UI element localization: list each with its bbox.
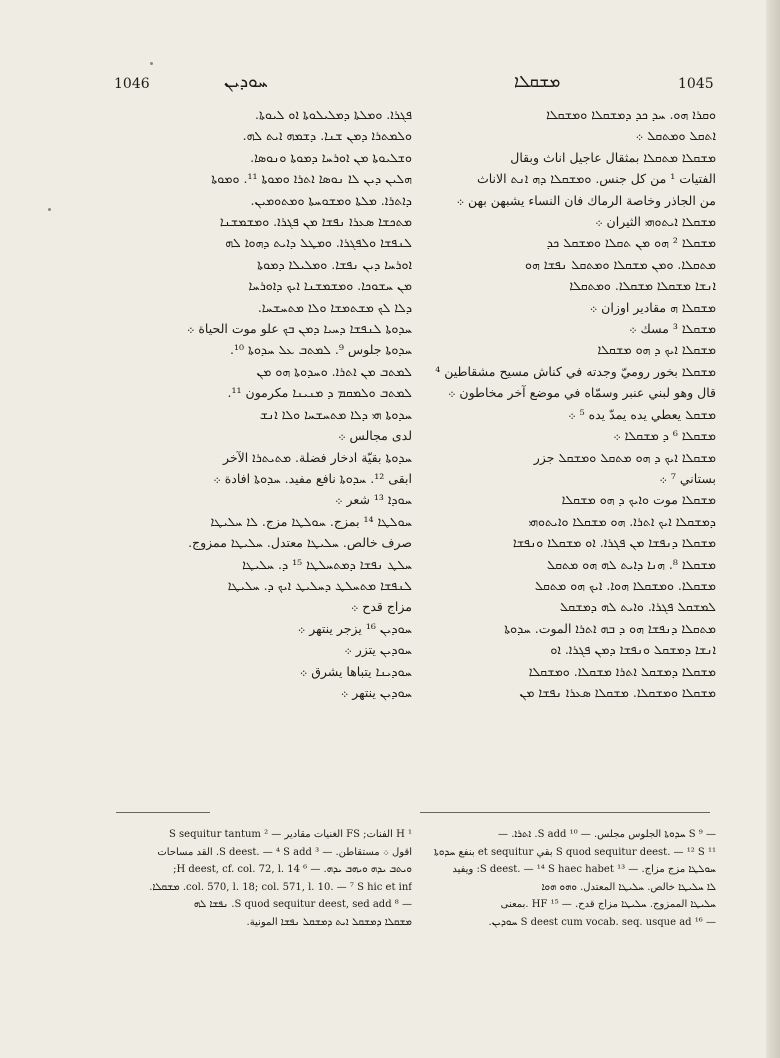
footnote-line: ¹ H الفنات; FS الغنيات مقادير — ² S sequitur tantum (168, 829, 412, 840)
text-line: ܡܫܩܠܐ ⁶ ܕ ܡܫܩܠܐ ܀ (613, 428, 716, 444)
text-line: الفتيات ¹ من كل جنس. ܘܡܫܩܠܐ ܕܗ ܐܢܬ الاناث (476, 171, 716, 187)
left-footnotes (112, 826, 412, 931)
text-line: ܚܘܕܐ ¹³ شعر ܀ (335, 492, 412, 508)
text-line: ܡܫܩܠܐ ܐܝܟ ܕ ܗܘ ܡܬܩܠ ܘܡܫܩܠ جزر (533, 449, 716, 465)
text-line: ܕܡܫܩܠܐ ܐܝܟ ܐܬܪܐ. ܗܘ ܡܫܩܠܐ ܘܐܝܬܘܗܝ (528, 513, 716, 529)
ink-speck (48, 208, 51, 211)
footnote-line: ¹¹ S quod sequitur deest. — ¹² S بقي et sequitur بنفع ܚܕܘܬܐ (434, 846, 716, 858)
text-line: ܡܫܩܠܐ ܗ مقادير اوزان ܀ (589, 299, 716, 315)
right-text-column (416, 104, 716, 804)
left-footnote-rule (116, 812, 210, 813)
text-line: ܡܫܩܠܐ ܘܡܫܩܠܐ. ܡܫܩܠܐ ܣܥܪܐ ܢܦܫܐ ܡܢ (519, 684, 716, 700)
footnote-line: — ¹⁶ S deest cum vocab. seq. usque ad ܚܘܕܝܢ. (488, 916, 716, 928)
right-footnotes (416, 826, 716, 931)
text-line: ܘܩܪܐ ܗܘ. ܚܕ ܟܕ ܕܡܫܩܠܐ ܘܡܫܩܠܐ (546, 107, 716, 122)
text-line: ܡܫܩܠܐ ܕܡܫܩܠ ܐܬܪܐ ܡܫܩܠܐ. ܘܡܫܩܠܐ (528, 663, 716, 679)
text-line: قال وهو لبني عنبر وسمّاه في موضع آخر مخاطون ܀ (447, 385, 716, 401)
footnote-line: — ⁹ S ܚܕܘܬܐ الجلوس مجلس. — ¹⁰ S add. ܐܬܪܐ. — (498, 829, 716, 840)
text-line: ܕܠܐ ܠܟ ܡܫܬܡܫܐ ܘܠܐ ܡܬܚܫܚܐ. (257, 299, 412, 315)
footnote-line: ܘܝܬܒ ܝܕܗ ܘܝܗܒ ܝܕܗ. — ⁶ H deest, cf. col. 72, l. 14; (173, 864, 412, 875)
text-line: ܡܫܩܠܐ ܐܝܬܘܗܝ الثيران ܀ (595, 214, 716, 230)
text-line: ܡܫܩܠܐ ܕܢܦܫܐ ܡܢ ܦܓܪܐ. ܐܘ ܡܫܩܠܐ ܘܢܦܫܐ (512, 535, 716, 551)
text-line: ܐܬܩܠ ܘܡܬܩܠ ܀ (635, 128, 716, 144)
footnote-line: اقول ܀ مستقاطن. — ³ S deest. — ⁴ S add. القد مساحات (157, 846, 412, 858)
right-footnote-rule (420, 812, 710, 813)
footnote-line: col. 570, l. 18; col. 571, l. 10. — ⁷ S hic et inf. ܡܫܩܠܐ. (149, 881, 412, 893)
footnote-line: ܡܫܩܠܐ ܕܡܫܩܠ ܐܝܬ ܕܡܫܩܠ ܢܦܫܐ المونية. (246, 916, 412, 928)
text-line: ܕܐܬܪܐ. ܡܠܬܐ ܘܡܫܘܚܬܐ ܘܡܬܘܡܝܢ. (250, 192, 412, 208)
text-line: صرف خالص. ܚܠܝܛܐ معتدل. ܚܠܝܛܐ ممزوج. (188, 535, 412, 551)
text-line: ܦܓܪܐ. ܘܡܠܬܐ ܕܡܠܝܠܘܬܐ ܐܘ ܠܝܘܬܐ. (255, 107, 412, 122)
text-line: ܡܢ ܚܫܘܟܐ. ܘܡܫܡܫܢܐ ܐܝܟ ܕܐܘܪܚܐ (248, 278, 412, 294)
footnote-line: ܚܠܝܛܐ الممزوج. ܚܠܝܛܐ مزاج قدح. — ¹⁵ HF .بمعنى (500, 899, 716, 910)
text-line: ܚܕܘܬܐ ܠܢܦܫܐ ܕܚܝܐ ܕܡܢ ܒܟ علو موت الحياة ܀ (186, 321, 412, 337)
text-line: ܠܡܬܒ ܡܢ ܐܬܪܐ. ܘܚܕܘܬܐ ܗܘ ܡܢ (256, 363, 412, 379)
text-line: ܘܠܡܬܪܐ ܕܡܢ ܫܢܐ. ܕܫܡܗ ܐܝܬ ܠܗ. (242, 128, 412, 144)
text-line: ܚܘܕܝܢܐ يتباها يشرق ܀ (299, 663, 412, 679)
text-line: ܚܠܛ ܢܦܫܐ ܕܡܬܚܠܛܐ ¹⁵ ܕ. ܚܠܝܛܐ (242, 556, 412, 572)
text-line: ܡܫܩܠ يعطي يده يمدّ يده ⁵ ܀ (568, 406, 716, 422)
ink-speck (150, 62, 153, 65)
text-line: ܐܢܫܐ ܡܫܩܠܐ ܡܫܩܠܐ. ܘܡܬܩܠܐ (569, 278, 716, 294)
footnote-line: ܠܐ ܚܠܝܛܐ خالص. ܚܠܝܛܐ المعتدل. ܘܗܘ ܗܘܐ (541, 881, 716, 893)
text-line: ܡܬܩܠܐ ܕܢܦܫܐ ܗܘ ܕ ܒܗ ܐܬܪܐ الموت. ܚܕܘܬܐ (504, 620, 716, 636)
text-line: ܚܕܘܬܐ ܗܝ ܕܠܐ ܡܬܚܫܚܐ ܘܠܐ ܐܢܫ (259, 406, 412, 422)
footnote-line: — ⁸ S quod sequitur deest, sed add. ܢܦܫܐ ܠܗ (193, 899, 412, 910)
text-line: ܡܫܩܠܐ ³ مسك ܀ (629, 321, 716, 337)
text-line: ܗܠܝܢ ܕܝܢ ܠܐ ܢܘܣܐ ܐܬܪܐ ܘܡܘܬܐ ¹¹. ܘܡܘܬܐ (211, 171, 412, 187)
text-line: ܚܘܕܝܢ ¹⁶ يزجر ينتهر ܀ (297, 620, 412, 636)
page-edge (766, 0, 780, 1058)
text-line: ܡܫܩܠܐ ² ܗܘ ܡܢ ܬܩܠܐ ܘܡܫܩܠ ܟܕ (546, 235, 716, 251)
text-line: ܡܫܩܠܐ بخور روميّ وجدته في كناش مسيح مشقاطين ⁴ (435, 363, 716, 379)
text-line: مزاج قدح ܀ (350, 599, 412, 615)
right-page-number: 1045 (678, 76, 714, 92)
text-line: ابقى ¹². ܚܕܘܬܐ نافع مفيد. ܚܕܘܬܐ افادة ܀ (213, 470, 412, 486)
text-line: ܡܫܩܠܐ ܐܝܟ ܕ ܗܘ ܡܫܩܠܐ (597, 342, 716, 358)
text-line: ܡܬܟܫܐ ܣܥܪܐ ܢܦܫܐ ܡܢ ܦܓܪܐ. ܘܡܫܡܫܢܐ (219, 214, 412, 230)
text-line: لدى مجالس ܀ (338, 428, 412, 444)
text-line: ܚܘܕܝܢ يتزر ܀ (344, 642, 412, 658)
text-line: ܠܡܬܒ ܘܠܡܩܡ ܕ ܡܢܝܢܐ مكرمون ¹¹. (227, 385, 412, 401)
text-line: ܚܕܘܬܐ بقيّة ادخار فضلة. ܡܬܝܬܪܐ الآخر (222, 449, 412, 465)
text-line: ܡܫܩܠܐ ܡܬܩܠܐ بمثقال عاجيل اناث وبقال (510, 149, 716, 165)
text-line: ܚܘܠܛܐ ¹⁴ بمزج. ܚܘܠܛܐ مزج. ܠܐ ܚܠܝܛܐ (210, 513, 412, 529)
left-running-head: ܚܘܕܝܢ (224, 72, 268, 92)
text-line: ܠܡܫܩܠ ܦܓܪܐ. ܘܐܝܬ ܠܗ ܕܡܫܩܠ (559, 599, 716, 615)
text-line: ܘܫܠܝܘܬܐ ܡܢ ܐܘܪܚܐ ܕܡܘܬܐ ܘܢܘܣܐ. (250, 149, 412, 165)
text-line: ܡܫܩܠܐ ⁸. ܗܢܐ ܕܐܝܬ ܠܗ ܗܘ ܡܬܩܠ (546, 556, 716, 572)
text-line: ܡܫܩܠܐ موت ܘܐܝܟ ܕ ܗܘ ܡܫܩܠܐ (561, 492, 716, 508)
text-line: ܠܢܦܫܐ ܡܬܚܠܛ ܕܚܠܝܛ ܐܝܟ ܕ. ܚܠܝܛܐ (227, 577, 412, 593)
left-page-number: 1046 (114, 76, 150, 92)
text-line: بستاني ⁷ ܀ (659, 470, 716, 486)
text-line: ܡܬܩܠܐ. ܘܡܢ ܡܫܩܠܐ ܘܡܬܩܠ ܢܦܫܐ ܗܘ (525, 256, 716, 272)
text-line: ܐܘܪܚܐ ܕܝܢ ܢܦܫܐ. ܘܡܠܝܠܐ ܕܡܘܬܐ (257, 256, 412, 272)
text-line: ܚܕܘܬܐ جلوس ⁹. ܠܡܬܒ ܥܠ ܚܕܘܬܐ ¹⁰. (229, 342, 412, 358)
text-line: ܚܘܕܝܢ ينتهر ܀ (340, 684, 412, 700)
footnote-line: ܚܘܠܛܐ مزج مزاج. — ¹³ S deest. — ¹⁴ S haec habet: ويفيد (452, 864, 716, 875)
text-line: ܠܢܦܫܐ ܘܠܦܓܪܐ. ܘܡܛܠ ܕܐܝܬ ܕܗܘܐ ܠܗ (225, 235, 412, 251)
text-line: ܡܫܩܠܐ. ܘܡܫܩܠܐ ܗܘܐ. ܐܝܟ ܗܘ ܡܬܩܠ (534, 577, 716, 593)
left-text-column (112, 104, 412, 804)
right-running-head: ܡܫܩܠܐ (514, 72, 561, 92)
text-line: من الجاذر وخاصة الرماك فان النساء يشبهن بهن ܀ (456, 192, 716, 208)
text-line: ܐܢܫܐ ܕܡܫܩܠ ܘܢܦܫܐ ܕܡܢ ܦܓܪܐ. ܐܘ (550, 642, 716, 658)
